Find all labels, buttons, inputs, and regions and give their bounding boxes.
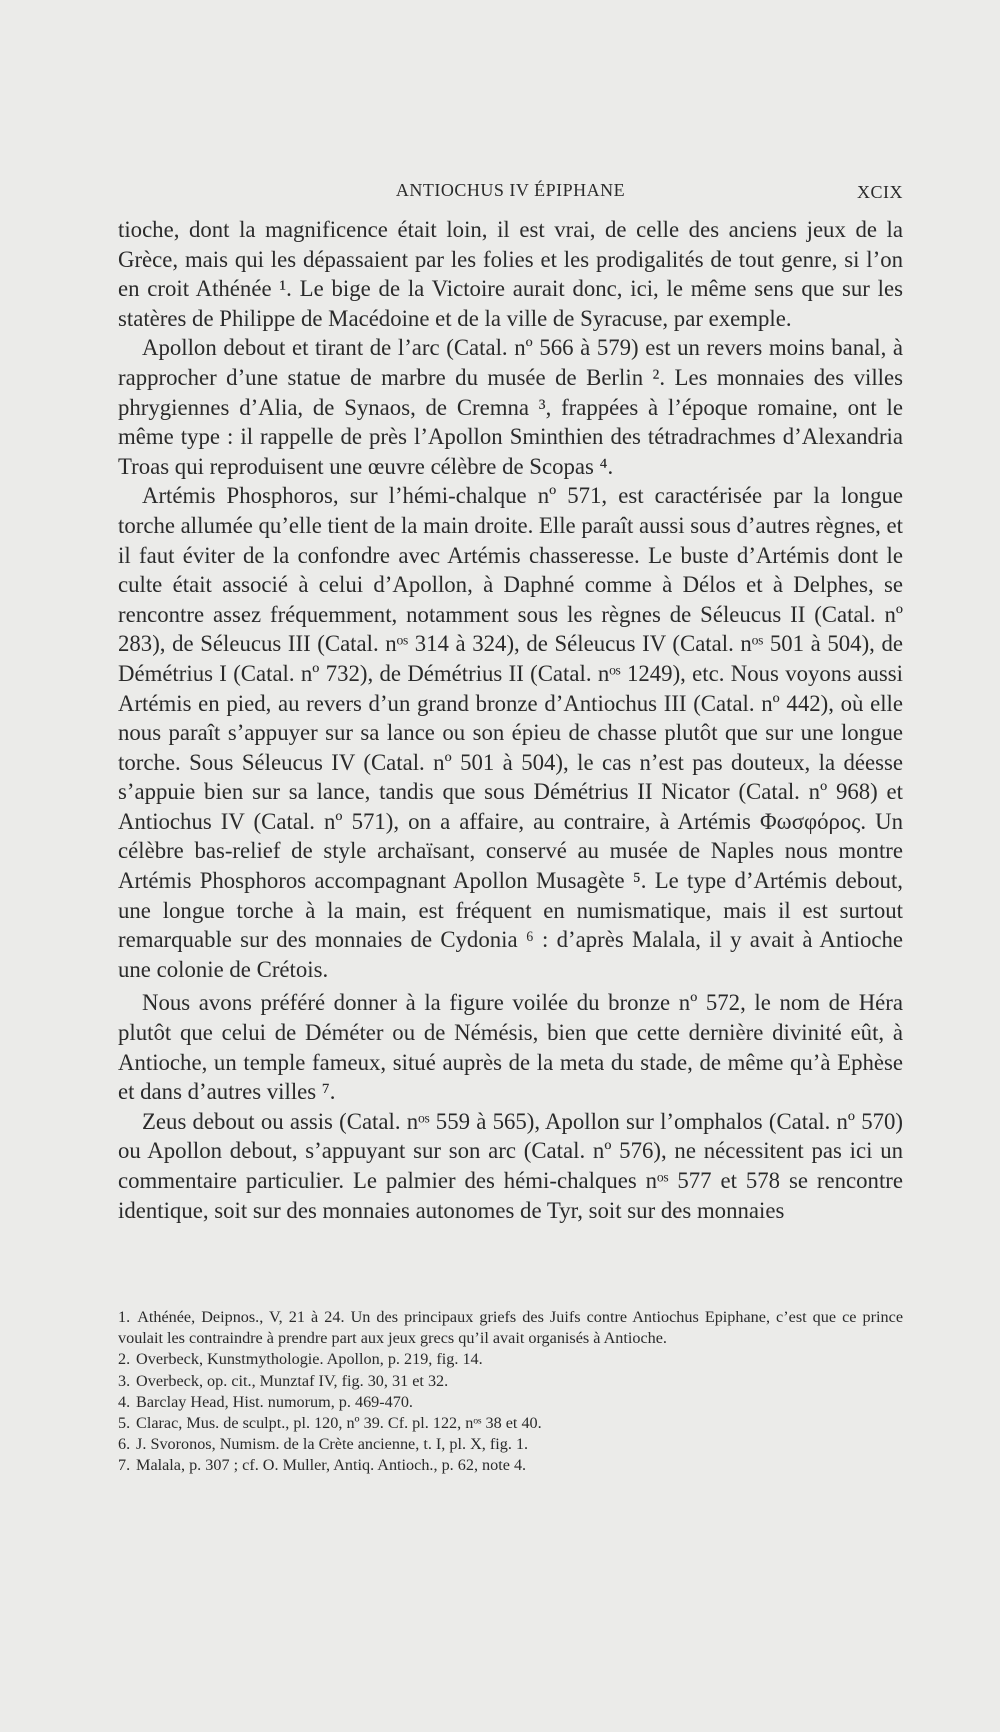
footnote-number: 2.: [118, 1350, 131, 1369]
body-text: [118, 215, 903, 1225]
footnote-number: 7.: [118, 1456, 131, 1475]
running-head: [118, 178, 903, 204]
footnote-number: 5.: [118, 1414, 131, 1433]
footnote-number: 6.: [118, 1435, 131, 1454]
footnote-text: J. Svoronos, Numism. de la Crète ancienne, t. I, pl. X, fig. 1.: [136, 1435, 529, 1454]
footnote-3: [118, 1371, 903, 1392]
paragraph-2: Apollon debout et tirant de l’arc (Catal. nº 566 à 579) est un revers moins banal, à rapprocher d’une statue de marbre du musée de Berlin ². Les monnaies des villes phrygiennes d’Alia, de Synaos, de Cremna ³, frappées à l’époque romaine, ont le même type : il rappelle de près l’Apollon Sminthien des tétradrachmes d’Alexandria Troas qui reproduisent une œuvre célèbre de Scopas ⁴.: [118, 335, 903, 479]
page-number: XCIX: [857, 182, 903, 202]
paragraph-1: tioche, dont la magnificence était loin, il est vrai, de celle des anciens jeux de la Grèce, mais qui les dépassaient par les folies et les prodigalités de tout genre, si l’on en croit Athénée ¹. Le bige de la Victoire aurait donc, ici, le même sens que sur les statères de Philippe de Macédoine et de la ville de Syracuse, par exemple.: [118, 217, 903, 331]
footnote-2: [118, 1349, 903, 1370]
footnote-7: [118, 1455, 903, 1476]
footnotes: [118, 1307, 903, 1477]
running-title: ANTIOCHUS IV ÉPIPHANE: [395, 180, 626, 200]
footnote-text: Malala, p. 307 ; cf. O. Muller, Antiq. Antioch., p. 62, note 4.: [136, 1456, 527, 1475]
footnote-number: 4.: [118, 1392, 131, 1411]
paragraph-4: Nous avons préféré donner à la figure voilée du bronze nº 572, le nom de Héra plutôt que celui de Déméter ou de Némésis, bien que cette dernière divinité eût, à Antioche, un temple fameux, situé auprès de la meta du stade, de même qu’à Ephèse et dans d’autres villes ⁷.: [118, 990, 903, 1105]
paragraph-3: Artémis Phosphoros, sur l’hémi-chalque nº 571, est caractérisée par la longue torche allumée qu’elle tient de la main droite. Elle paraît aussi sous d’autres règnes, et il faut éviter de la confondre avec Artémis chasseresse. Le buste d’Artémis dont le culte était associé à celui d’Apollon, à Daphné comme à Délos et à Delphes, se rencontre assez fréquemment, notamment sous les règnes de Séleucus II (Catal. nº 283), de Séleucus III (Catal. nᵒˢ 314 à 324), de Séleucus IV (Catal. nᵒˢ 501 à 504), de Démétrius I (Catal. nº 732), de Démétrius II (Catal. nᵒˢ 1249), etc. Nous voyons aussi Artémis en pied, au revers d’un grand bronze d’Antiochus III (Catal. nº 442), où elle nous paraît s’appuyer sur sa lance ou son épieu de chasse plutôt que sur une longue torche. Sous Séleucus IV (Catal. nº 501 à 504), le cas n’est pas douteux, la déesse s’appuie bien sur sa lance, tandis que sous Démétrius II Nicator (Catal. nº 968) et Antiochus IV (Catal. nº 571), on a affaire, au contraire, à Artémis Φωσφόρος. Un célèbre bas-relief de style archaïsant, conservé au musée de Naples nous montre Artémis Phosphoros accompagnant Apollon Musagète ⁵. Le type d’Artémis debout, une longue torche à la main, est fréquent en numismatique, mais il est surtout remarquable sur des monnaies de Cydonia ⁶ : d’après Malala, il y avait à Antioche une colonie de Crétois.: [118, 483, 903, 982]
footnote-text: Overbeck, op. cit., Munztaf IV, fig. 30, 31 et 32.: [136, 1371, 449, 1390]
footnote-text: Athénée, Deipnos., V, 21 à 24. Un des principaux griefs des Juifs contre Antiochus Epiphane, c’est que ce prince voulait les contraindre à prendre part aux jeux grecs qu’il avait organisés à Antioche.: [118, 1308, 904, 1348]
footnote-5: [118, 1413, 903, 1434]
footnote-text: Clarac, Mus. de sculpt., pl. 120, nº 39. Cf. pl. 122, nᵒˢ 38 et 40.: [136, 1414, 542, 1433]
footnote-number: 1.: [118, 1308, 131, 1326]
footnote-text: Overbeck, Kunstmythologie. Apollon, p. 219, fig. 14.: [136, 1350, 483, 1369]
footnote-4: [118, 1392, 903, 1413]
footnote-6: [118, 1434, 903, 1455]
footnote-text: Barclay Head, Hist. numorum, p. 469-470.: [136, 1392, 413, 1411]
footnote-number: 3.: [118, 1371, 131, 1390]
paragraph-5: Zeus debout ou assis (Catal. nᵒˢ 559 à 565), Apollon sur l’omphalos (Catal. nº 570) ou Apollon debout, s’appuyant sur son arc (Catal. nº 576), ne nécessitent pas ici un commentaire particulier. Le palmier des hémi-chalques nᵒˢ 577 et 578 se rencontre identique, soit sur des monnaies autonomes de Tyr, soit sur des monnaies: [118, 1108, 903, 1223]
footnote-1: [118, 1307, 903, 1349]
